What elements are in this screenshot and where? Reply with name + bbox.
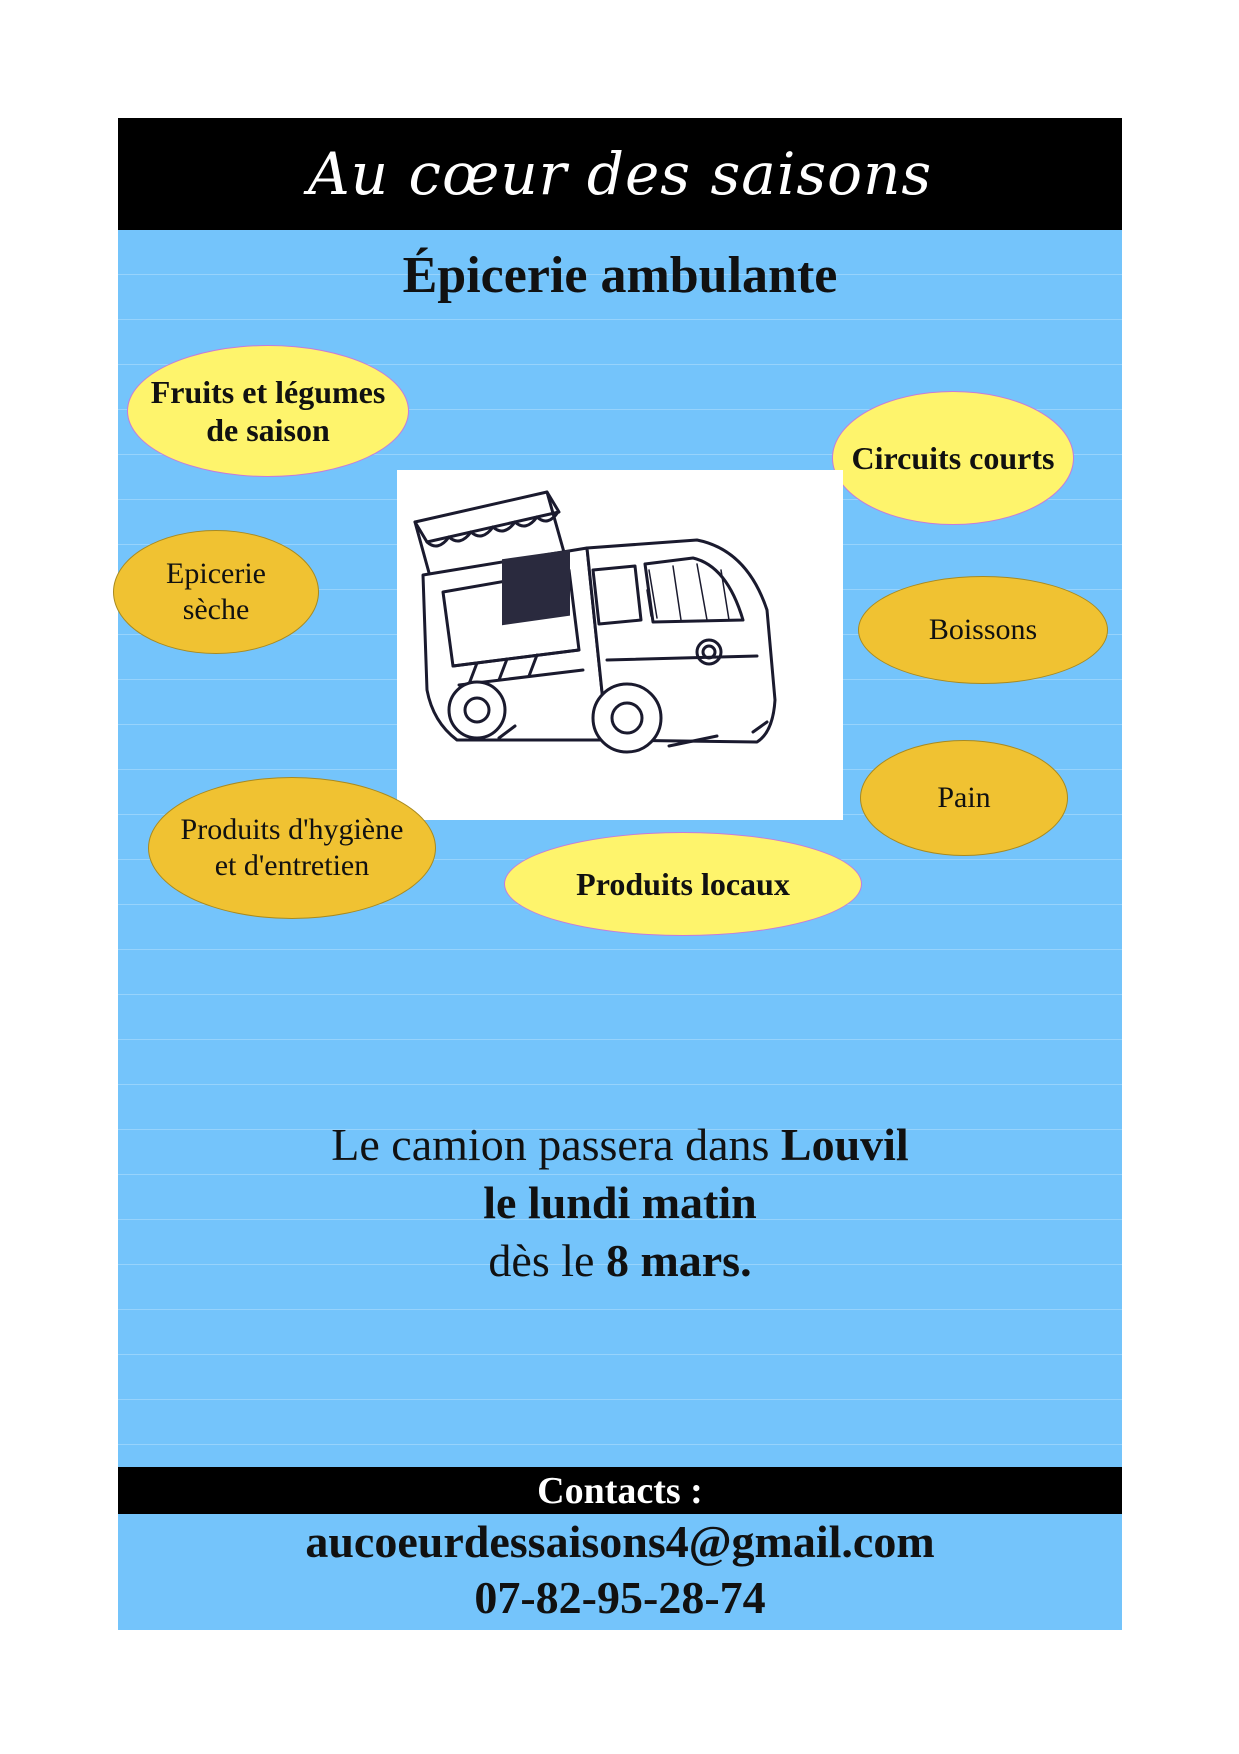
bubble-circuits-courts: [832, 391, 1074, 525]
contact-phone[interactable]: 07-82-95-28-74: [474, 1572, 766, 1623]
contacts-label: Contacts :: [537, 1469, 703, 1512]
contacts-bar: [118, 1467, 1122, 1514]
bubble-pain: [860, 740, 1068, 856]
shop-name: Au cœur des saisons: [307, 140, 933, 208]
bubble-boissons-label: Boissons: [928, 613, 1038, 646]
food-truck-icon: [397, 470, 843, 820]
bubble-locaux-label: Produits locaux: [576, 865, 790, 902]
van-illustration: [397, 470, 843, 820]
bubble-circuits-label: Circuits courts: [851, 439, 1055, 476]
contact-details: [118, 1514, 1122, 1630]
schedule-town: Louvil: [780, 1119, 909, 1170]
bubble-epicerie-line2: sèche: [182, 593, 250, 626]
bubble-pain-label: Pain: [937, 781, 991, 814]
schedule-line1-prefix: Le camion passera dans: [331, 1119, 781, 1170]
schedule-line3-prefix: dès le: [488, 1235, 606, 1286]
schedule-day: le lundi matin: [483, 1177, 757, 1228]
bubble-produits-hygiene: [148, 777, 436, 919]
page-subtitle: Épicerie ambulante: [402, 247, 838, 304]
contact-email[interactable]: aucoeurdessaisons4@gmail.com: [305, 1516, 935, 1567]
bubble-hygiene-line2: et d'entretien: [214, 849, 370, 882]
bubble-epicerie-line1: Epicerie: [166, 557, 266, 590]
bubble-fruits-legumes: [127, 345, 409, 477]
bubble-epicerie-seche: [113, 530, 319, 654]
bubble-produits-locaux: [504, 832, 862, 936]
schedule-text: [118, 1116, 1122, 1290]
bubble-boissons: [858, 576, 1108, 684]
schedule-date: 8 mars.: [605, 1235, 752, 1286]
header-bar: [118, 118, 1122, 230]
flyer: [118, 118, 1122, 1630]
bubble-fruits-line2: de saison: [206, 412, 330, 448]
bubble-fruits-line1: Fruits et légumes: [150, 373, 386, 410]
bubble-hygiene-line1: Produits d'hygiène: [180, 813, 404, 846]
